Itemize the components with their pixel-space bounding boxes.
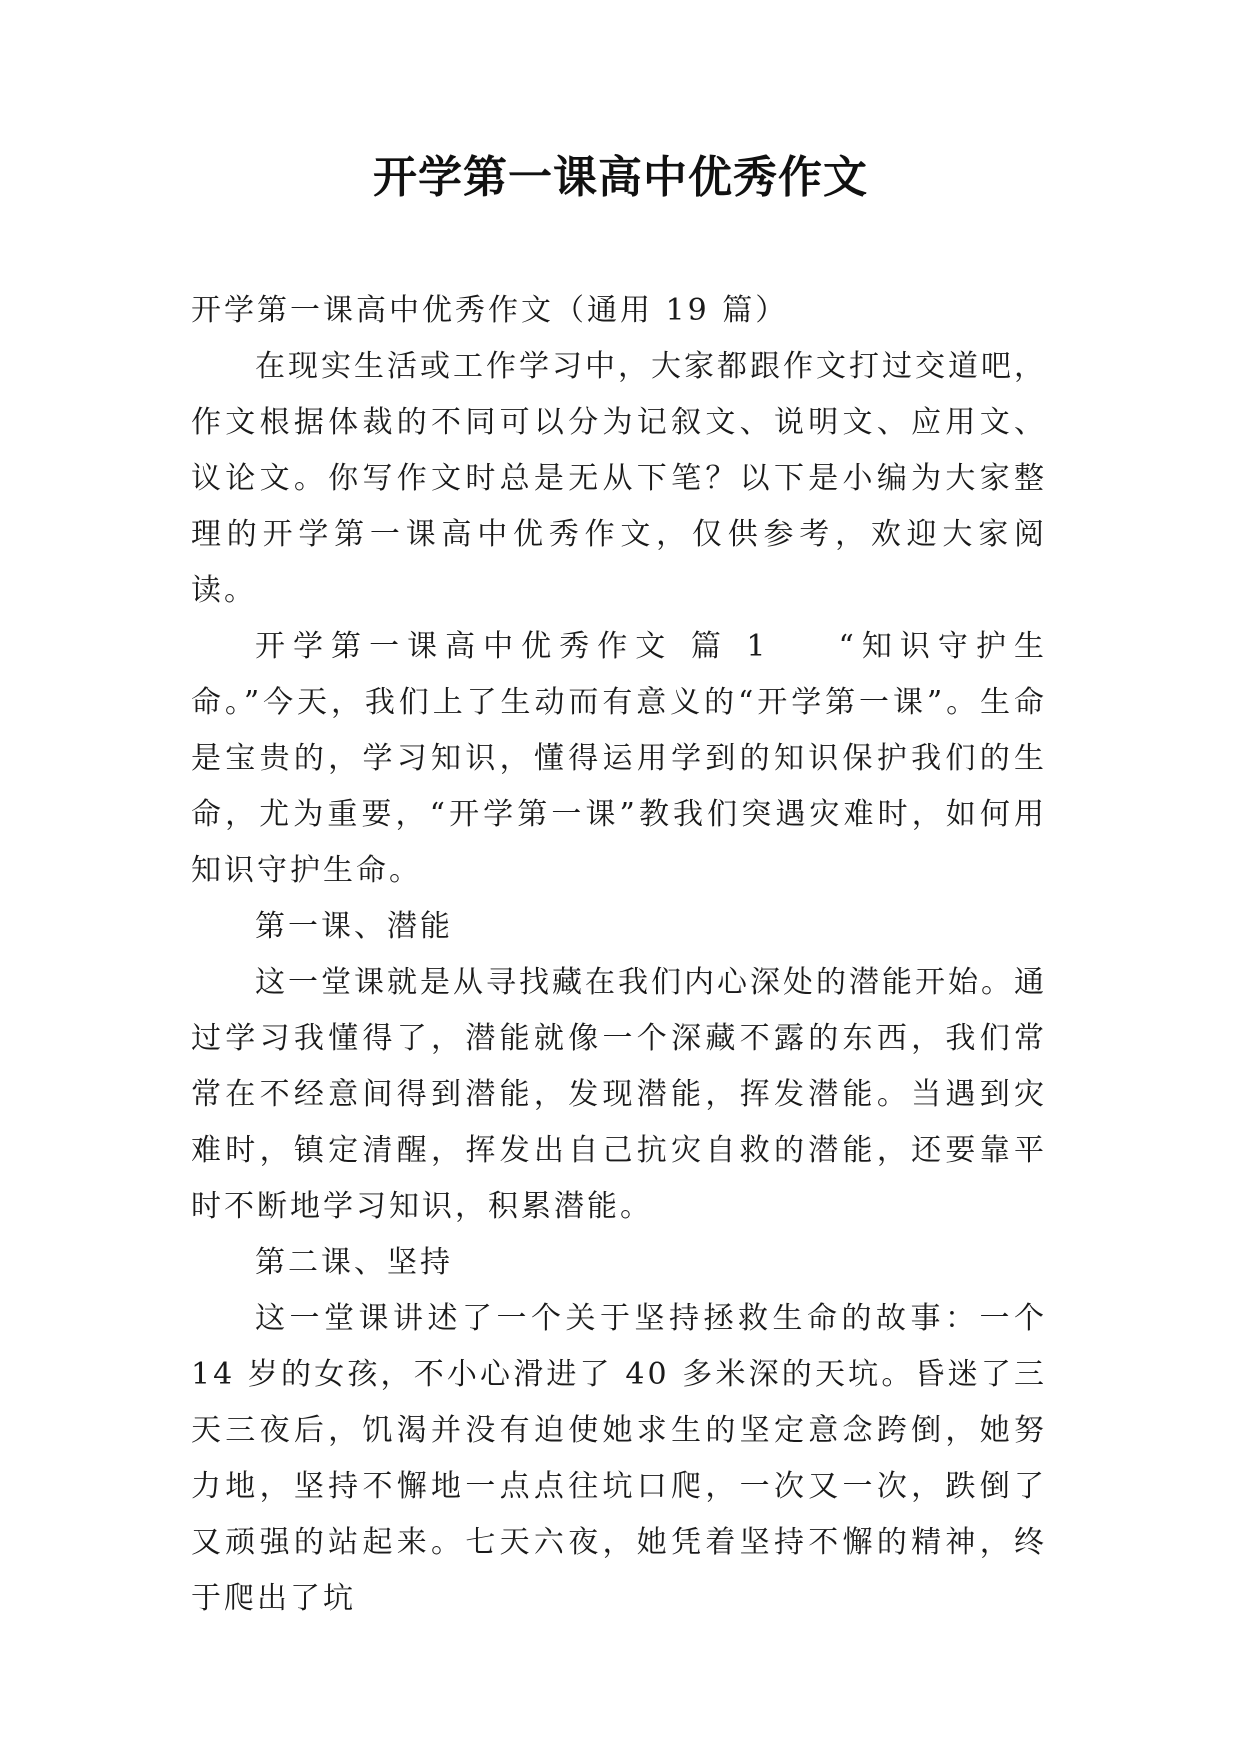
document-title: 开学第一课高中优秀作文 — [373, 152, 868, 203]
intro-paragraph: 在现实生活或工作学习中，大家都跟作文打过交道吧，作文根据体裁的不同可以分为记叙文、说明文、应用文、议论文。你写作文时总是无从下笔？以下是小编为大家整理的开学第一课高中优秀作文，仅供参考，欢迎大家阅读。 — [191, 349, 1047, 608]
document-body — [191, 283, 1047, 1627]
lesson1-paragraph: 这一堂课就是从寻找藏在我们内心深处的潜能开始。通过学习我懂得了，潜能就像一个深藏不露的东西，我们常常在不经意间得到潜能，发现潜能，挥发潜能。当遇到灾难时，镇定清醒，挥发出自己抗灾自救的潜能，还要靠平时不断地学习知识，积累潜能。 — [191, 965, 1047, 1224]
essay1-quote: “知识守护生命。” — [191, 629, 1047, 720]
lesson1-title: 第一课、潜能 — [255, 909, 453, 944]
essay1-opening: 今天，我们上了生动而有意义的“开学第一课”。生命是宝贵的，学习知识，懂得运用学到的知识保护我们的生命，尤为重要，“开学第一课”教我们突遇灾难时，如何用知识守护生命。 — [191, 685, 1047, 888]
essay1-heading: 开学第一课高中优秀作文 篇 1 — [255, 629, 769, 664]
essay1-paragraph — [191, 619, 1047, 899]
lesson2-paragraph: 这一堂课讲述了一个关于坚持拯救生命的故事：一个 14 岁的女孩，不小心滑进了 40 多米深的天坑。昏迷了三天三夜后，饥渴并没有迫使她求生的坚定意念跨倒，她努力地，坚持不懈地一点点往坑口爬，一次又一次，跌倒了又顽强的站起来。七天六夜，她凭着坚持不懈的精神，终于爬出了坑 — [191, 1301, 1047, 1616]
lesson2-title: 第二课、坚持 — [255, 1245, 453, 1280]
document-subtitle: 开学第一课高中优秀作文（通用 19 篇） — [191, 293, 789, 328]
